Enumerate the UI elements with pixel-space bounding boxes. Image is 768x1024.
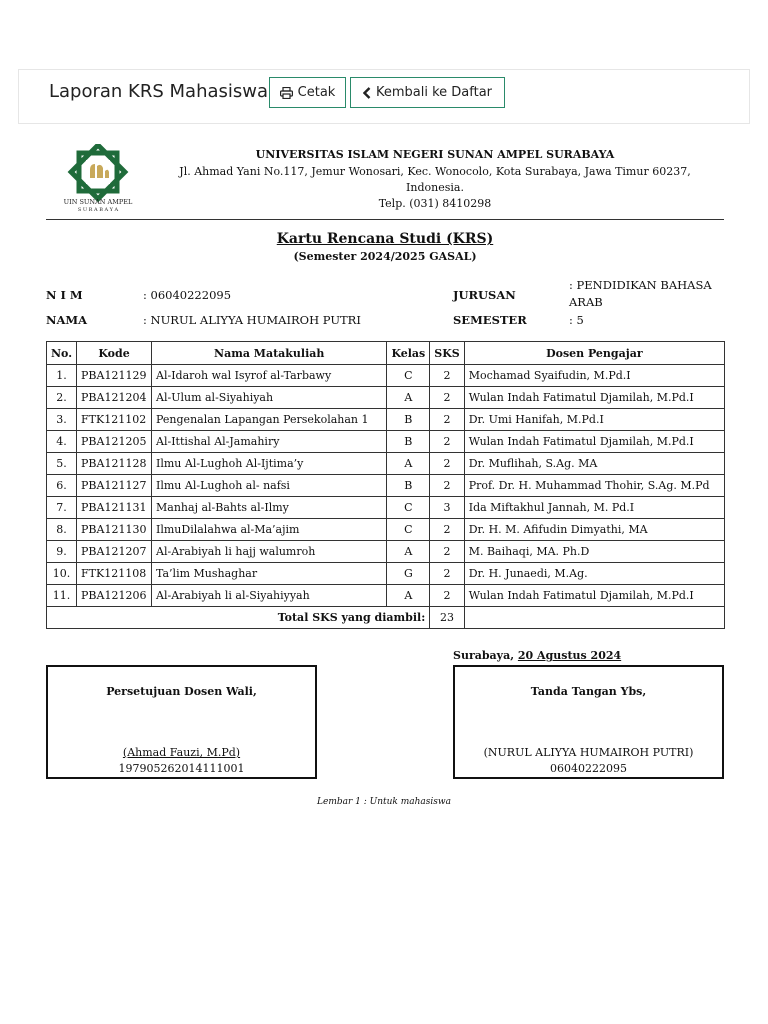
nama-label: NAMA xyxy=(46,313,88,327)
table-row xyxy=(47,431,725,453)
cell-kelas: G xyxy=(387,563,430,585)
cell-no: 8. xyxy=(47,519,77,541)
university-name: UNIVERSITAS ISLAM NEGERI SUNAN AMPEL SURABAYA xyxy=(255,148,615,161)
cell-dosen: Mochamad Syaifudin, M.Pd.I xyxy=(464,365,724,387)
advisor-name: (Ahmad Fauzi, M.Pd) xyxy=(122,746,241,759)
cell-dosen: Dr. Muflihah, S.Ag. MA xyxy=(464,453,724,475)
logo-text-line1: UIN SUNAN AMPEL xyxy=(63,198,133,206)
col-header-kode: Kode xyxy=(77,342,152,365)
table-row xyxy=(47,387,725,409)
cell-kode: PBA121131 xyxy=(77,497,152,519)
cell-no: 6. xyxy=(47,475,77,497)
signature-date: 20 Agustus 2024 xyxy=(517,649,622,662)
cell-no: 1. xyxy=(47,365,77,387)
cell-kelas: A xyxy=(387,453,430,475)
student-sign-heading: Tanda Tangan Ybs, xyxy=(530,685,647,698)
back-to-list-button[interactable] xyxy=(350,77,505,108)
table-row xyxy=(47,519,725,541)
col-header-no: No. xyxy=(47,342,77,365)
cell-sks: 2 xyxy=(430,365,464,387)
cell-kode: PBA121206 xyxy=(77,585,152,607)
signature-date-line xyxy=(453,649,621,662)
advisor-heading: Persetujuan Dosen Wali, xyxy=(106,685,257,698)
chevron-left-icon xyxy=(363,87,371,99)
header-divider xyxy=(46,219,724,220)
total-empty-cell xyxy=(464,607,724,629)
cell-kode: PBA121130 xyxy=(77,519,152,541)
cell-kelas: A xyxy=(387,585,430,607)
cell-nama-matakuliah: Pengenalan Lapangan Persekolahan 1 xyxy=(152,409,387,431)
advisor-signature-box xyxy=(46,665,317,779)
student-sign-id: 06040222095 xyxy=(550,762,627,775)
cell-sks: 2 xyxy=(430,541,464,563)
cell-no: 5. xyxy=(47,453,77,475)
cell-nama-matakuliah: Ilmu Al-Lughoh al- nafsi xyxy=(152,475,387,497)
cell-kode: FTK121108 xyxy=(77,563,152,585)
cell-kode: PBA121205 xyxy=(77,431,152,453)
table-row xyxy=(47,365,725,387)
footnote: Lembar 1 : Untuk mahasiswa xyxy=(317,797,451,807)
cell-kelas: B xyxy=(387,475,430,497)
cell-nama-matakuliah: Manhaj al-Bahts al-Ilmy xyxy=(152,497,387,519)
cell-kelas: C xyxy=(387,497,430,519)
university-address-block xyxy=(150,164,720,212)
table-row xyxy=(47,497,725,519)
cell-kelas: A xyxy=(387,541,430,563)
cell-sks: 2 xyxy=(430,475,464,497)
cell-kode: PBA121127 xyxy=(77,475,152,497)
cell-kelas: A xyxy=(387,387,430,409)
cell-kode: PBA121207 xyxy=(77,541,152,563)
cell-no: 9. xyxy=(47,541,77,563)
cell-dosen: Prof. Dr. H. Muhammad Thohir, S.Ag. M.Pd xyxy=(464,475,724,497)
cell-kode: PBA121129 xyxy=(77,365,152,387)
cell-sks: 2 xyxy=(430,409,464,431)
student-sign-name: (NURUL ALIYYA HUMAIROH PUTRI) xyxy=(483,746,694,759)
nim-value: : 06040222095 xyxy=(143,288,232,302)
col-header-dosen: Dosen Pengajar xyxy=(464,342,724,365)
table-row xyxy=(47,453,725,475)
col-header-kelas: Kelas xyxy=(387,342,430,365)
print-button-label: Cetak xyxy=(297,85,336,100)
cell-sks: 3 xyxy=(430,497,464,519)
cell-dosen: Dr. Umi Hanifah, M.Pd.I xyxy=(464,409,724,431)
cell-kode: PBA121204 xyxy=(77,387,152,409)
advisor-id: 197905262014111001 xyxy=(118,762,245,775)
col-header-nama-matakuliah: Nama Matakuliah xyxy=(152,342,387,365)
cell-nama-matakuliah: Al-Idaroh wal Isyrof al-Tarbawy xyxy=(152,365,387,387)
cell-kode: FTK121102 xyxy=(77,409,152,431)
cell-nama-matakuliah: Al-Ulum al-Siyahiyah xyxy=(152,387,387,409)
nim-label: N I M xyxy=(46,288,83,302)
nama-value: : NURUL ALIYYA HUMAIROH PUTRI xyxy=(143,313,361,327)
student-signature-box xyxy=(453,665,724,779)
logo-text-line2: S U R A B A Y A xyxy=(77,207,119,212)
cell-no: 3. xyxy=(47,409,77,431)
report-header-bar xyxy=(18,69,750,124)
document-title: Kartu Rencana Studi (KRS) xyxy=(276,231,494,247)
jurusan-label: JURUSAN xyxy=(453,288,516,302)
cell-no: 4. xyxy=(47,431,77,453)
cell-nama-matakuliah: Ta’lim Mushaghar xyxy=(152,563,387,585)
cell-sks: 2 xyxy=(430,519,464,541)
table-row xyxy=(47,541,725,563)
table-total-row xyxy=(47,607,725,629)
cell-nama-matakuliah: IlmuDilalahwa al-Ma’ajim xyxy=(152,519,387,541)
back-button-label: Kembali ke Daftar xyxy=(375,85,493,100)
cell-sks: 2 xyxy=(430,585,464,607)
jurusan-value: : PENDIDIKAN BAHASA ARAB xyxy=(569,278,712,309)
cell-kelas: C xyxy=(387,519,430,541)
cell-dosen: Wulan Indah Fatimatul Djamilah, M.Pd.I xyxy=(464,431,724,453)
cell-nama-matakuliah: Al-Ittishal Al-Jamahiry xyxy=(152,431,387,453)
table-row xyxy=(47,585,725,607)
printer-icon xyxy=(280,87,293,99)
total-sks-label: Total SKS yang diambil: xyxy=(47,607,430,629)
cell-nama-matakuliah: Ilmu Al-Lughoh Al-Ijtima’y xyxy=(152,453,387,475)
cell-dosen: Ida Miftakhul Jannah, M. Pd.I xyxy=(464,497,724,519)
cell-nama-matakuliah: Al-Arabiyah li hajj walumroh xyxy=(152,541,387,563)
table-row xyxy=(47,409,725,431)
cell-sks: 2 xyxy=(430,453,464,475)
cell-sks: 2 xyxy=(430,387,464,409)
cell-kode: PBA121128 xyxy=(77,453,152,475)
cell-dosen: Dr. H. Junaedi, M.Ag. xyxy=(464,563,724,585)
university-logo xyxy=(62,144,134,212)
table-row xyxy=(47,563,725,585)
cell-nama-matakuliah: Al-Arabiyah li al-Siyahiyyah xyxy=(152,585,387,607)
table-row xyxy=(47,475,725,497)
cell-kelas: C xyxy=(387,365,430,387)
cell-no: 2. xyxy=(47,387,77,409)
cell-kelas: B xyxy=(387,431,430,453)
signature-city: Surabaya, xyxy=(453,649,515,662)
cell-no: 10. xyxy=(47,563,77,585)
col-header-sks: SKS xyxy=(430,342,464,365)
print-button[interactable] xyxy=(269,77,346,108)
cell-dosen: Wulan Indah Fatimatul Djamilah, M.Pd.I xyxy=(464,585,724,607)
cell-dosen: Wulan Indah Fatimatul Djamilah, M.Pd.I xyxy=(464,387,724,409)
cell-no: 7. xyxy=(47,497,77,519)
cell-no: 11. xyxy=(47,585,77,607)
cell-dosen: Dr. H. M. Afifudin Dimyathi, MA xyxy=(464,519,724,541)
cell-dosen: M. Baihaqi, MA. Ph.D xyxy=(464,541,724,563)
document-subtitle: (Semester 2024/2025 GASAL) xyxy=(293,250,477,263)
page-title: Laporan KRS Mahasiswa xyxy=(49,81,269,102)
university-address: Jl. Ahmad Yani No.117, Jemur Wonosari, Kec. Wonocolo, Kota Surabaya, Jawa Timur 60237, Indonesia. xyxy=(179,165,691,194)
cell-sks: 2 xyxy=(430,431,464,453)
total-sks-value: 23 xyxy=(430,607,464,629)
semester-label: SEMESTER xyxy=(453,313,527,327)
table-header-row xyxy=(47,342,725,365)
semester-value: : 5 xyxy=(569,313,584,327)
university-phone: Telp. (031) 8410298 xyxy=(378,197,492,210)
cell-sks: 2 xyxy=(430,563,464,585)
krs-table xyxy=(46,341,725,629)
cell-kelas: B xyxy=(387,409,430,431)
